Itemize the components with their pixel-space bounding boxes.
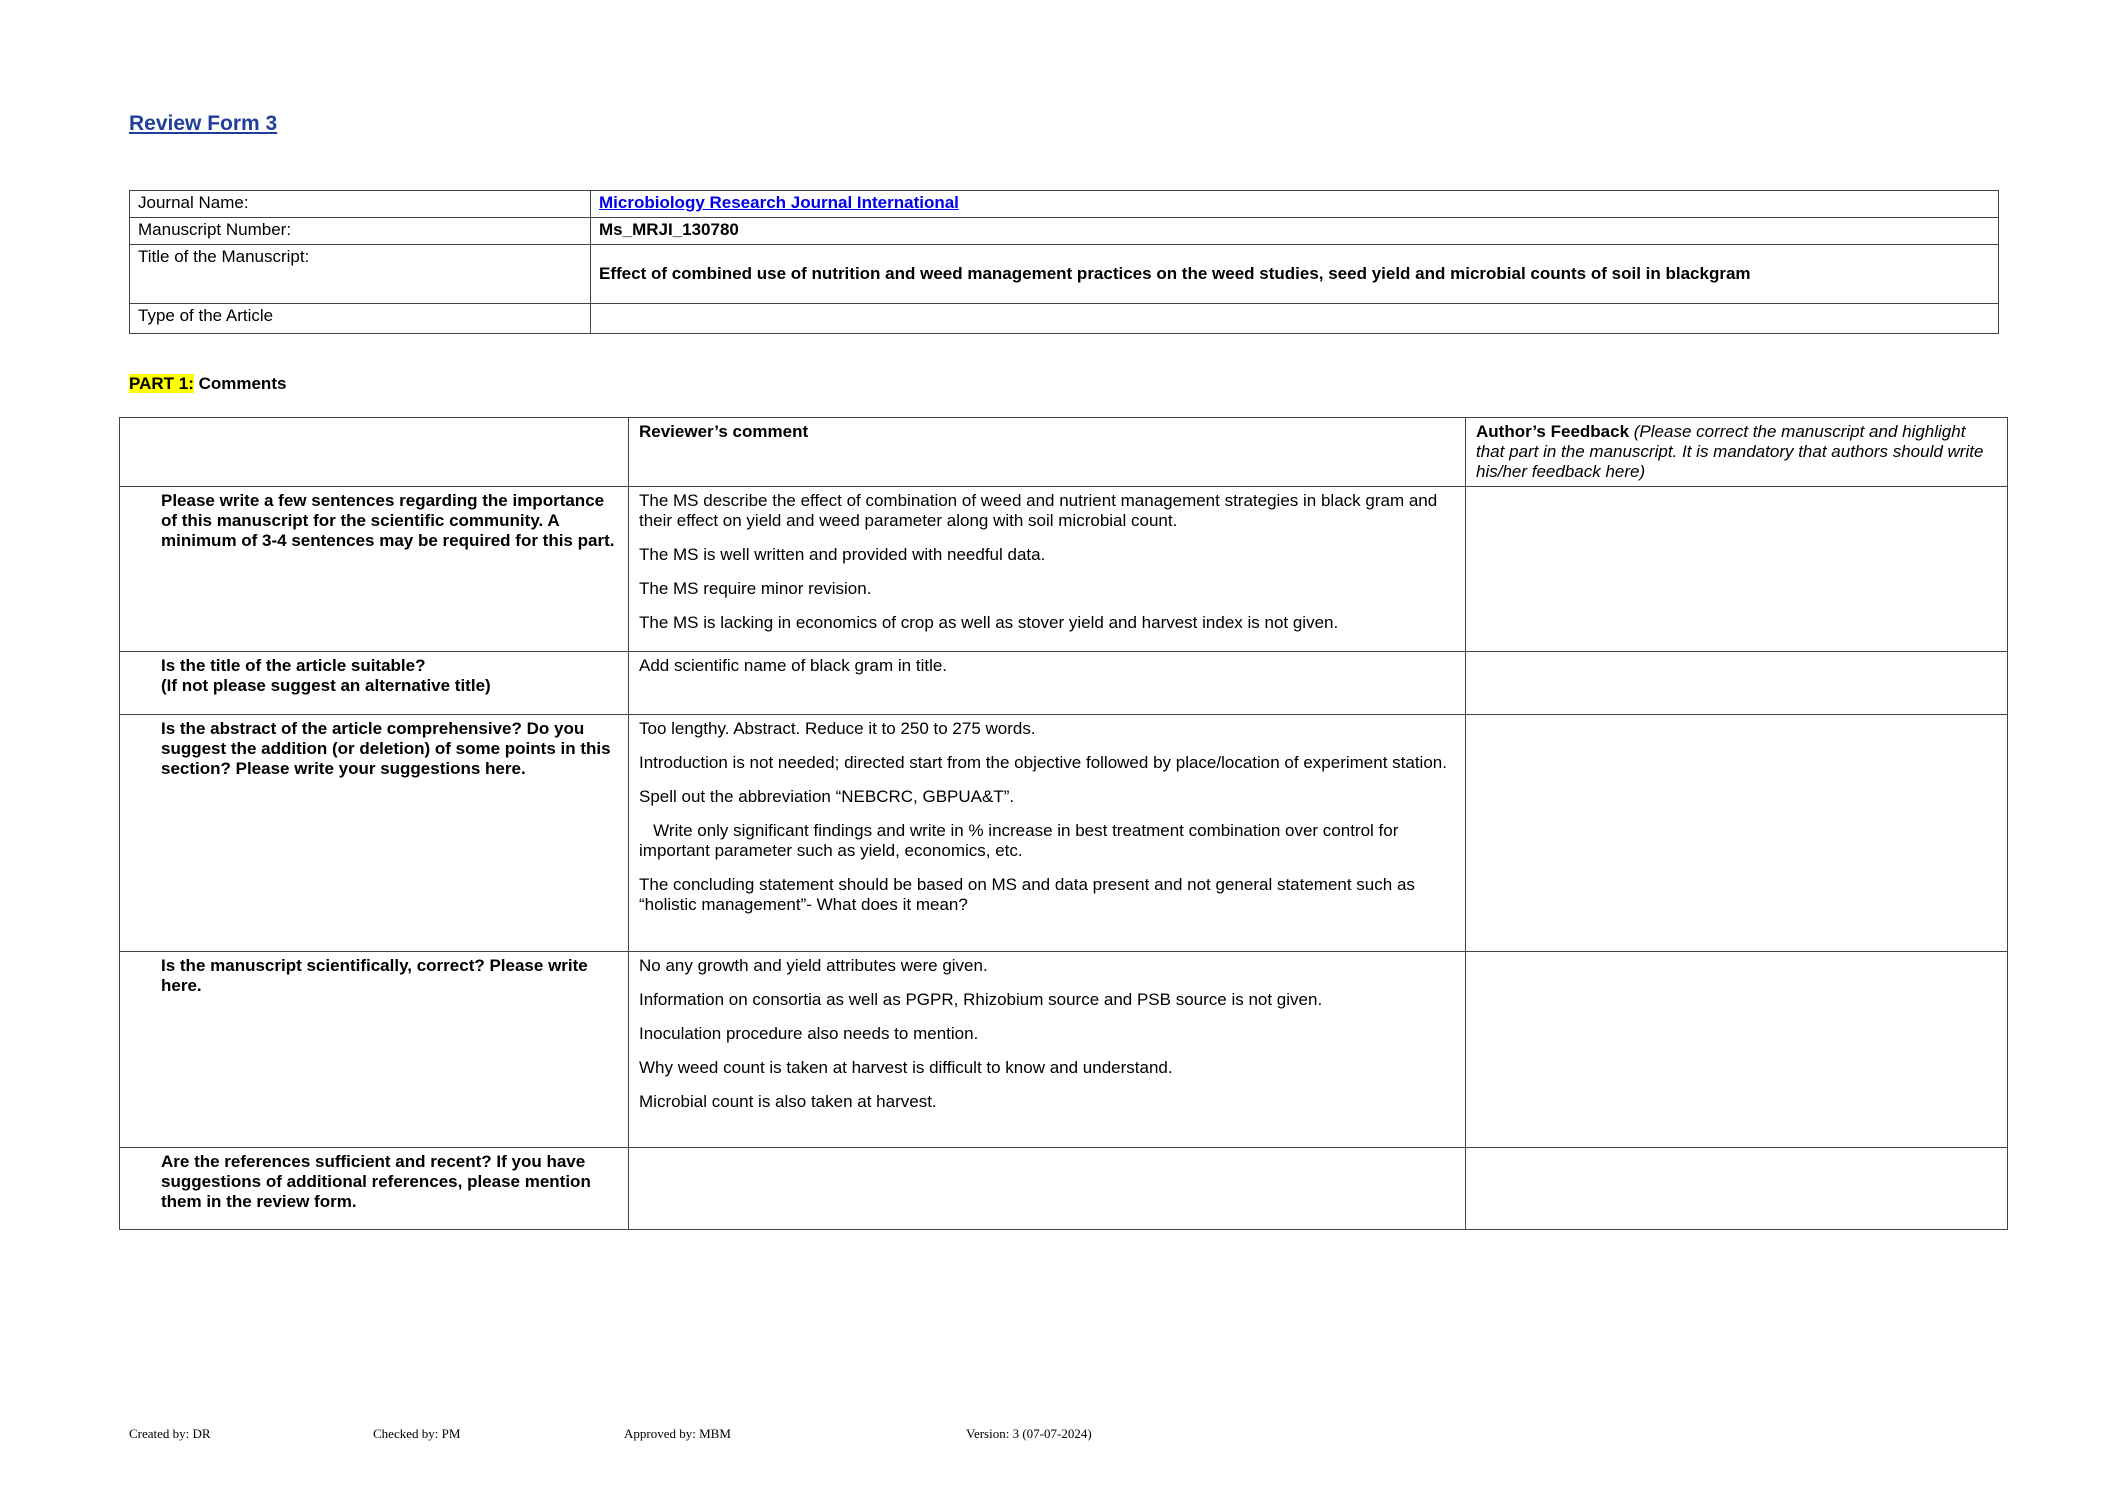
manuscript-title-value: Effect of combined use of nutrition and weed management practices on the weed studies, seed yield and microbial counts of soil in blackgram [591,245,1999,304]
comment-paragraph: The MS is lacking in economics of crop as well as stover yield and harvest index is not given. [639,613,1339,632]
manuscript-info-table [129,190,1999,334]
reviewer-comment-cell [629,1148,1466,1230]
comment-paragraph: The MS is well written and provided with needful data. [639,545,1046,564]
comment-paragraph: Introduction is not needed; directed start from the objective followed by place/location of experiment station. [639,753,1447,772]
reviewer-comment-cell [629,487,1466,652]
comment-paragraph: The MS describe the effect of combination of weed and nutrient management strategies in black gram and their effect on yield and weed parameter along with soil microbial count. [639,491,1442,530]
table-row [120,715,2008,952]
journal-label: Journal Name: [130,191,591,218]
comment-paragraph: Too lengthy. Abstract. Reduce it to 250 to 275 words. [639,719,1036,738]
comment-paragraph: Inoculation procedure also needs to mention. [639,1024,979,1043]
reviewer-comment-cell [629,652,1466,715]
comment-paragraph: Microbial count is also taken at harvest. [639,1092,937,1111]
author-feedback-cell[interactable] [1466,715,2008,952]
table-row [120,652,2008,715]
article-type-value [591,304,1999,334]
footer-version: Version: 3 (07-07-2024) [966,1426,1092,1441]
comment-paragraph: Why weed count is taken at harvest is difficult to know and understand. [639,1058,1173,1077]
manuscript-title-label: Title of the Manuscript: [130,245,591,304]
question-cell: Is the abstract of the article comprehensive? Do you suggest the addition (or deletion) of some points in this section? Please write your suggestions here. [120,715,629,952]
footer-checked: Checked by: PM [373,1426,461,1441]
author-feedback-cell[interactable] [1466,652,2008,715]
comment-paragraph: Write only significant findings and write in % increase in best treatment combination over control for important parameter such as yield, economics, etc. [639,821,1404,860]
footer-approved: Approved by: MBM [624,1426,731,1441]
question-cell: Are the references sufficient and recent? If you have suggestions of additional references, please mention them in the review form. [120,1148,629,1230]
article-type-label: Type of the Article [130,304,591,334]
reviewer-comment-cell [629,715,1466,952]
table-row [120,1148,2008,1230]
comment-paragraph: Information on consortia as well as PGPR, Rhizobium source and PSB source is not given. [639,990,1323,1009]
table-row [120,952,2008,1148]
reviewer-comment-cell [629,952,1466,1148]
question-cell: Is the title of the article suitable? (If not please suggest an alternative title) [120,652,629,715]
comment-paragraph: The MS require minor revision. [639,579,872,598]
question-cell: Is the manuscript scientifically, correct? Please write here. [120,952,629,1148]
question-cell: Please write a few sentences regarding the importance of this manuscript for the scientific community. A minimum of 3-4 sentences may be required for this part. [120,487,629,652]
comment-paragraph: Add scientific name of black gram in title. [639,656,948,675]
manuscript-number-value: Ms_MRJI_130780 [591,218,1999,245]
manuscript-number-label: Manuscript Number: [130,218,591,245]
author-feedback-cell[interactable] [1466,952,2008,1148]
author-feedback-header: Author’s Feedback (Please correct the manuscript and highlight that part in the manuscript. It is mandatory that authors should write his/her feedback here) [1466,418,2008,487]
journal-link[interactable]: Microbiology Research Journal International [599,193,959,212]
comment-paragraph: Spell out the abbreviation “NEBCRC, GBPUA&T”. [639,787,1015,806]
table-row [120,487,2008,652]
footer-created: Created by: DR [129,1426,211,1441]
author-feedback-cell[interactable] [1466,487,2008,652]
comment-paragraph: No any growth and yield attributes were given. [639,956,988,975]
part-heading: PART 1: Comments [129,374,287,393]
comment-paragraph: The concluding statement should be based on MS and data present and not general statement such as “holistic management”- What does it mean? [639,875,1420,914]
author-feedback-cell[interactable] [1466,1148,2008,1230]
comments-table [119,417,2008,1230]
page-title: Review Form 3 [129,112,278,135]
reviewer-comment-header: Reviewer’s comment [629,418,1466,487]
